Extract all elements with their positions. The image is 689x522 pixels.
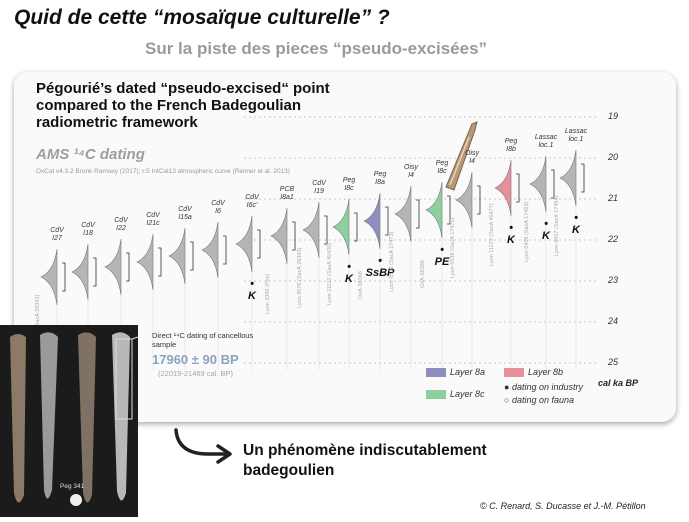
site-label: CdV I15a — [178, 206, 192, 221]
axis-tick-label: 21 — [608, 193, 619, 203]
probability-distribution — [105, 239, 121, 295]
legend-swatch-layer8b — [504, 368, 524, 377]
interval-bracket — [190, 242, 193, 270]
probability-distribution — [137, 234, 153, 290]
probability-distribution — [530, 156, 546, 212]
site-mark: • PE — [434, 244, 450, 268]
legend — [418, 362, 583, 410]
interval-bracket — [477, 186, 480, 214]
credit-line: © C. Renard, S. Ducasse et J.-M. Pétillon — [480, 501, 646, 511]
interval-bracket — [551, 170, 554, 198]
interval-bracket — [257, 230, 260, 258]
probability-distribution — [303, 202, 319, 258]
slide-title: Quid de cette “mosaïque culturelle” ? — [14, 6, 390, 29]
slide-subtitle: Sur la piste des pieces “pseudo-excisées” — [145, 39, 488, 58]
lab-code: Lyon 6536 (SacA 17473) — [389, 231, 395, 292]
lab-code: OxA-36366 — [420, 260, 426, 288]
site-label: Lassac loc.1 — [564, 128, 588, 143]
site-label: Peg I8c — [435, 160, 449, 175]
site-label: CdV I18 — [81, 222, 95, 237]
legend-swatch-layer8a — [426, 368, 446, 377]
lab-code: Lyon 6538 (SacA 17475) — [450, 217, 456, 278]
probability-distribution — [560, 150, 576, 206]
probability-distribution — [495, 160, 511, 216]
interval-bracket — [158, 248, 161, 276]
site-label: Lassac loc.1 — [534, 134, 558, 149]
legend-layer8c: Layer 8c — [450, 389, 485, 399]
probability-distribution — [271, 208, 287, 264]
site-mark: • SsBP — [365, 255, 395, 279]
probability-distribution — [395, 186, 411, 242]
artifact-photo — [0, 325, 138, 517]
interval-bracket — [385, 207, 388, 235]
probability-distribution — [169, 228, 185, 284]
interval-bracket — [223, 236, 226, 264]
oxcal-note: OxCal v4.3.2 Bronk Ramsey (2017); r:5 IntCal13 atmospheric curve (Reimer et al. 2013) — [36, 168, 290, 175]
interval-bracket — [416, 200, 419, 228]
lab-code: Lyon 11112 (SacA 45420) — [327, 242, 333, 305]
axis-tick-label: 23 — [608, 275, 619, 285]
interval-bracket — [292, 222, 295, 250]
interval-bracket — [354, 213, 357, 241]
lab-code: Lyon 6418 (SacA 17493) — [524, 201, 530, 262]
interval-bracket — [62, 263, 65, 291]
interval-bracket — [93, 258, 96, 286]
legend-layer8a: Layer 8a — [450, 367, 486, 377]
photo-label: Peg 341 — [60, 483, 85, 490]
site-mark: • K — [248, 278, 256, 302]
probability-distribution — [236, 216, 252, 272]
site-label: CdV I19 — [312, 180, 326, 195]
probability-distribution — [333, 199, 349, 255]
interval-bracket — [581, 164, 584, 192]
lab-code: Lyon 11123 (SacA 45477) — [489, 203, 495, 266]
probability-distribution — [426, 182, 442, 238]
lab-code: Lyon 3366 (Poz) — [265, 273, 271, 314]
site-label: Peg I8c — [342, 177, 356, 192]
site-label: PCB I8a1 — [279, 186, 295, 201]
legend-swatch-layer8c — [426, 390, 446, 399]
axis-tick-label: 19 — [608, 111, 619, 121]
axis-label: cal ka BP — [598, 378, 639, 388]
lab-code: OxA-36368 — [358, 271, 364, 299]
site-label: CdV I6c' — [245, 194, 259, 209]
site-label: CdV I21c — [146, 212, 160, 227]
interval-bracket — [126, 253, 129, 281]
direct-dating-note: Direct ¹⁴C dating of cancellous sample — [152, 331, 254, 349]
curved-arrow-icon — [168, 424, 238, 466]
site-label: CdV I6 — [211, 200, 225, 215]
probability-distribution — [456, 172, 472, 228]
probability-distribution — [41, 249, 57, 305]
interval-bracket — [516, 174, 519, 202]
site-label: Oisy I4 — [465, 150, 479, 165]
site-mark: • K — [572, 212, 580, 236]
lab-code: Lyon 9576 (SacA 28343) — [297, 247, 303, 308]
lab-code: Lyon 6417 (SacA 17494) — [554, 195, 560, 256]
legend-fauna: ○ dating on fauna — [504, 395, 574, 405]
method-label: AMS ¹⁴C dating — [36, 146, 145, 163]
axis-tick-label: 24 — [608, 316, 619, 326]
direct-dating-bp: 17960 ± 90 BP — [152, 352, 239, 367]
legend-layer8b: Layer 8b — [528, 367, 564, 377]
site-label: Peg I8b — [504, 138, 518, 153]
axis-tick-label: 20 — [608, 152, 619, 162]
legend-industry: ● dating on industry — [504, 382, 583, 392]
site-label: Peg I8a — [373, 171, 387, 186]
direct-dating-cal: (22019-21469 cal. BP) — [158, 369, 234, 378]
site-label: Oisy I4 — [404, 164, 418, 179]
site-mark: • K — [507, 222, 515, 246]
probability-distribution — [202, 222, 218, 278]
probability-distribution — [72, 244, 88, 300]
axis-tick-label: 25 — [608, 357, 619, 367]
site-mark: • K — [345, 261, 353, 285]
site-label: CdV I27 — [50, 227, 64, 242]
probability-distribution — [364, 193, 380, 249]
site-label: CdV I22 — [114, 217, 128, 232]
axis-tick-label: 22 — [608, 234, 619, 244]
conclusion-text: Un phénomène indiscutablement badegoulien — [243, 442, 487, 479]
figure-title: Pégourié’s dated “pseudo-excised“ point compared to the French Badegoulian radiometric framework — [36, 80, 330, 131]
site-mark: • K — [542, 218, 550, 242]
